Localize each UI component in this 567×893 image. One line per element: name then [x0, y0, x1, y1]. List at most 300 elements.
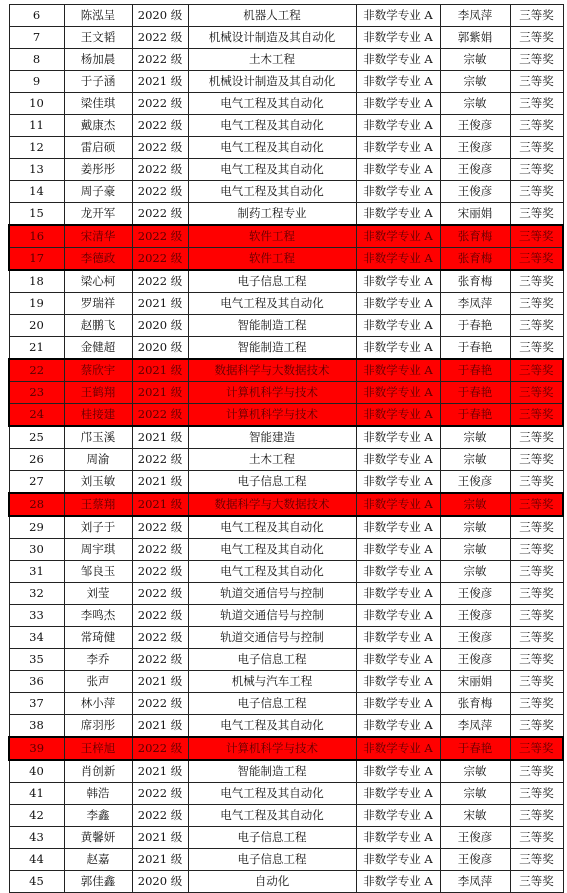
student-name-cell: 王鹤翔: [64, 382, 132, 404]
grade-cell: 2022 级: [132, 115, 188, 137]
student-name-cell: 梁心柯: [64, 270, 132, 293]
grade-cell: 2021 级: [132, 760, 188, 783]
row-number-cell: 31: [9, 561, 64, 583]
major-cell: 智能制造工程: [188, 337, 356, 360]
major-cell: 轨道交通信号与控制: [188, 605, 356, 627]
table-row: [9, 137, 563, 159]
row-number-cell: 10: [9, 93, 64, 115]
major-cell: 数据科学与大数据技术: [188, 493, 356, 516]
grade-cell: 2020 级: [132, 337, 188, 360]
grade-cell: 2022 级: [132, 605, 188, 627]
grade-cell: 2022 级: [132, 49, 188, 71]
advisor-cell: 宗敏: [440, 71, 510, 93]
award-cell: 三等奖: [510, 93, 563, 115]
award-cell: 三等奖: [510, 605, 563, 627]
student-name-cell: 刘玉敏: [64, 471, 132, 494]
major-cell: 电气工程及其自动化: [188, 137, 356, 159]
category-cell: 非数学专业 A: [356, 71, 440, 93]
row-number-cell: 32: [9, 583, 64, 605]
award-cell: 三等奖: [510, 115, 563, 137]
student-name-cell: 王梓旭: [64, 737, 132, 760]
student-name-cell: 郭佳鑫: [64, 871, 132, 893]
advisor-cell: 于春艳: [440, 315, 510, 337]
advisor-cell: 宗敏: [440, 516, 510, 539]
row-number-cell: 19: [9, 293, 64, 315]
row-number-cell: 7: [9, 27, 64, 49]
award-cell: 三等奖: [510, 693, 563, 715]
grade-cell: 2022 级: [132, 561, 188, 583]
advisor-cell: 李凤萍: [440, 293, 510, 315]
category-cell: 非数学专业 A: [356, 627, 440, 649]
major-cell: 制药工程专业: [188, 203, 356, 226]
grade-cell: 2022 级: [132, 248, 188, 271]
category-cell: 非数学专业 A: [356, 5, 440, 27]
major-cell: 电气工程及其自动化: [188, 805, 356, 827]
advisor-cell: 王俊彦: [440, 115, 510, 137]
advisor-cell: 王俊彦: [440, 827, 510, 849]
grade-cell: 2022 级: [132, 27, 188, 49]
student-name-cell: 常琦健: [64, 627, 132, 649]
row-number-cell: 16: [9, 225, 64, 248]
student-name-cell: 周子豪: [64, 181, 132, 203]
category-cell: 非数学专业 A: [356, 783, 440, 805]
award-cell: 三等奖: [510, 181, 563, 203]
student-name-cell: 李鑫: [64, 805, 132, 827]
student-name-cell: 周渝: [64, 449, 132, 471]
student-name-cell: 蔡欣宇: [64, 359, 132, 382]
advisor-cell: 宗敏: [440, 539, 510, 561]
advisor-cell: 宋丽娟: [440, 203, 510, 226]
major-cell: 机械设计制造及其自动化: [188, 27, 356, 49]
advisor-cell: 宗敏: [440, 493, 510, 516]
major-cell: 电气工程及其自动化: [188, 516, 356, 539]
table-row: [9, 760, 563, 783]
major-cell: 土木工程: [188, 49, 356, 71]
category-cell: 非数学专业 A: [356, 605, 440, 627]
student-name-cell: 刘莹: [64, 583, 132, 605]
major-cell: 电气工程及其自动化: [188, 115, 356, 137]
category-cell: 非数学专业 A: [356, 737, 440, 760]
table-row: [9, 539, 563, 561]
major-cell: 电子信息工程: [188, 270, 356, 293]
advisor-cell: 张育梅: [440, 225, 510, 248]
table-row: [9, 516, 563, 539]
category-cell: 非数学专业 A: [356, 181, 440, 203]
award-cell: 三等奖: [510, 783, 563, 805]
row-number-cell: 29: [9, 516, 64, 539]
row-number-cell: 41: [9, 783, 64, 805]
grade-cell: 2022 级: [132, 737, 188, 760]
grade-cell: 2022 级: [132, 137, 188, 159]
grade-cell: 2022 级: [132, 93, 188, 115]
row-number-cell: 43: [9, 827, 64, 849]
category-cell: 非数学专业 A: [356, 827, 440, 849]
student-name-cell: 席羽彤: [64, 715, 132, 738]
student-name-cell: 姜彤彤: [64, 159, 132, 181]
student-name-cell: 于子涵: [64, 71, 132, 93]
major-cell: 智能建造: [188, 426, 356, 449]
category-cell: 非数学专业 A: [356, 715, 440, 738]
table-row: [9, 693, 563, 715]
award-cell: 三等奖: [510, 203, 563, 226]
advisor-cell: 郭紫娟: [440, 27, 510, 49]
row-number-cell: 26: [9, 449, 64, 471]
student-name-cell: 李鸣杰: [64, 605, 132, 627]
advisor-cell: 王俊彦: [440, 627, 510, 649]
award-table-body: [9, 5, 563, 893]
major-cell: 电子信息工程: [188, 827, 356, 849]
student-name-cell: 韩浩: [64, 783, 132, 805]
table-row: [9, 627, 563, 649]
advisor-cell: 宗敏: [440, 760, 510, 783]
table-row: [9, 426, 563, 449]
advisor-cell: 王俊彦: [440, 649, 510, 671]
award-cell: 三等奖: [510, 737, 563, 760]
award-cell: 三等奖: [510, 315, 563, 337]
major-cell: 轨道交通信号与控制: [188, 583, 356, 605]
grade-cell: 2020 级: [132, 315, 188, 337]
category-cell: 非数学专业 A: [356, 493, 440, 516]
category-cell: 非数学专业 A: [356, 115, 440, 137]
award-cell: 三等奖: [510, 539, 563, 561]
major-cell: 电子信息工程: [188, 471, 356, 494]
student-name-cell: 李德政: [64, 248, 132, 271]
category-cell: 非数学专业 A: [356, 583, 440, 605]
student-name-cell: 李乔: [64, 649, 132, 671]
major-cell: 数据科学与大数据技术: [188, 359, 356, 382]
major-cell: 智能制造工程: [188, 315, 356, 337]
student-name-cell: 黄馨妍: [64, 827, 132, 849]
row-number-cell: 35: [9, 649, 64, 671]
major-cell: 计算机科学与技术: [188, 404, 356, 427]
major-cell: 电气工程及其自动化: [188, 181, 356, 203]
student-name-cell: 邹良玉: [64, 561, 132, 583]
award-cell: 三等奖: [510, 760, 563, 783]
award-cell: 三等奖: [510, 404, 563, 427]
table-row: [9, 827, 563, 849]
grade-cell: 2022 级: [132, 805, 188, 827]
student-name-cell: 邝玉溪: [64, 426, 132, 449]
table-row: [9, 203, 563, 226]
grade-cell: 2021 级: [132, 827, 188, 849]
category-cell: 非数学专业 A: [356, 293, 440, 315]
advisor-cell: 王俊彦: [440, 849, 510, 871]
grade-cell: 2021 级: [132, 471, 188, 494]
award-cell: 三等奖: [510, 871, 563, 893]
category-cell: 非数学专业 A: [356, 270, 440, 293]
major-cell: 计算机科学与技术: [188, 737, 356, 760]
category-cell: 非数学专业 A: [356, 137, 440, 159]
table-row-highlighted: [9, 248, 563, 271]
grade-cell: 2021 级: [132, 671, 188, 693]
major-cell: 自动化: [188, 871, 356, 893]
major-cell: 电子信息工程: [188, 693, 356, 715]
student-name-cell: 雷启硕: [64, 137, 132, 159]
award-cell: 三等奖: [510, 359, 563, 382]
award-cell: 三等奖: [510, 337, 563, 360]
category-cell: 非数学专业 A: [356, 693, 440, 715]
category-cell: 非数学专业 A: [356, 159, 440, 181]
grade-cell: 2022 级: [132, 649, 188, 671]
row-number-cell: 18: [9, 270, 64, 293]
row-number-cell: 38: [9, 715, 64, 738]
award-cell: 三等奖: [510, 71, 563, 93]
major-cell: 电气工程及其自动化: [188, 561, 356, 583]
student-name-cell: 宋清华: [64, 225, 132, 248]
table-row: [9, 715, 563, 738]
table-row: [9, 649, 563, 671]
category-cell: 非数学专业 A: [356, 404, 440, 427]
row-number-cell: 17: [9, 248, 64, 271]
row-number-cell: 22: [9, 359, 64, 382]
advisor-cell: 李凤萍: [440, 871, 510, 893]
table-row: [9, 783, 563, 805]
award-cell: 三等奖: [510, 225, 563, 248]
award-cell: 三等奖: [510, 805, 563, 827]
advisor-cell: 李凤萍: [440, 5, 510, 27]
student-name-cell: 张声: [64, 671, 132, 693]
advisor-cell: 王俊彦: [440, 137, 510, 159]
award-cell: 三等奖: [510, 159, 563, 181]
grade-cell: 2021 级: [132, 849, 188, 871]
grade-cell: 2020 级: [132, 871, 188, 893]
grade-cell: 2020 级: [132, 5, 188, 27]
award-cell: 三等奖: [510, 293, 563, 315]
award-cell: 三等奖: [510, 27, 563, 49]
advisor-cell: 于春艳: [440, 359, 510, 382]
row-number-cell: 30: [9, 539, 64, 561]
student-name-cell: 桂接建: [64, 404, 132, 427]
award-cell: 三等奖: [510, 561, 563, 583]
award-cell: 三等奖: [510, 426, 563, 449]
category-cell: 非数学专业 A: [356, 871, 440, 893]
row-number-cell: 34: [9, 627, 64, 649]
major-cell: 机械设计制造及其自动化: [188, 71, 356, 93]
table-row: [9, 337, 563, 360]
advisor-cell: 宋敏: [440, 805, 510, 827]
student-name-cell: 王蔡翔: [64, 493, 132, 516]
major-cell: 电子信息工程: [188, 649, 356, 671]
advisor-cell: 宗敏: [440, 449, 510, 471]
category-cell: 非数学专业 A: [356, 671, 440, 693]
award-cell: 三等奖: [510, 583, 563, 605]
table-row: [9, 605, 563, 627]
advisor-cell: 王俊彦: [440, 181, 510, 203]
grade-cell: 2022 级: [132, 539, 188, 561]
grade-cell: 2021 级: [132, 493, 188, 516]
grade-cell: 2022 级: [132, 449, 188, 471]
award-cell: 三等奖: [510, 671, 563, 693]
student-name-cell: 周宇琪: [64, 539, 132, 561]
table-row-highlighted: [9, 737, 563, 760]
table-row: [9, 270, 563, 293]
award-cell: 三等奖: [510, 827, 563, 849]
student-name-cell: 王文韬: [64, 27, 132, 49]
category-cell: 非数学专业 A: [356, 248, 440, 271]
category-cell: 非数学专业 A: [356, 426, 440, 449]
advisor-cell: 张育梅: [440, 248, 510, 271]
major-cell: 电气工程及其自动化: [188, 159, 356, 181]
table-row: [9, 805, 563, 827]
category-cell: 非数学专业 A: [356, 225, 440, 248]
major-cell: 计算机科学与技术: [188, 382, 356, 404]
table-row-highlighted: [9, 225, 563, 248]
student-name-cell: 罗瑞祥: [64, 293, 132, 315]
row-number-cell: 33: [9, 605, 64, 627]
award-cell: 三等奖: [510, 49, 563, 71]
student-name-cell: 刘子于: [64, 516, 132, 539]
student-name-cell: 梁佳琪: [64, 93, 132, 115]
major-cell: 软件工程: [188, 225, 356, 248]
row-number-cell: 39: [9, 737, 64, 760]
advisor-cell: 宗敏: [440, 783, 510, 805]
row-number-cell: 23: [9, 382, 64, 404]
table-row: [9, 471, 563, 494]
major-cell: 机器人工程: [188, 5, 356, 27]
award-cell: 三等奖: [510, 649, 563, 671]
award-cell: 三等奖: [510, 849, 563, 871]
grade-cell: 2022 级: [132, 203, 188, 226]
advisor-cell: 于春艳: [440, 337, 510, 360]
row-number-cell: 11: [9, 115, 64, 137]
major-cell: 土木工程: [188, 449, 356, 471]
row-number-cell: 13: [9, 159, 64, 181]
advisor-cell: 宋丽娟: [440, 671, 510, 693]
major-cell: 机械与汽车工程: [188, 671, 356, 693]
table-row-highlighted: [9, 359, 563, 382]
advisor-cell: 于春艳: [440, 382, 510, 404]
grade-cell: 2022 级: [132, 516, 188, 539]
award-cell: 三等奖: [510, 715, 563, 738]
row-number-cell: 42: [9, 805, 64, 827]
table-row: [9, 49, 563, 71]
table-row: [9, 93, 563, 115]
category-cell: 非数学专业 A: [356, 337, 440, 360]
grade-cell: 2022 级: [132, 627, 188, 649]
table-row: [9, 27, 563, 49]
row-number-cell: 12: [9, 137, 64, 159]
advisor-cell: 张育梅: [440, 693, 510, 715]
category-cell: 非数学专业 A: [356, 359, 440, 382]
category-cell: 非数学专业 A: [356, 760, 440, 783]
row-number-cell: 44: [9, 849, 64, 871]
table-row: [9, 561, 563, 583]
table-row: [9, 5, 563, 27]
table-row-highlighted: [9, 404, 563, 427]
category-cell: 非数学专业 A: [356, 315, 440, 337]
table-row: [9, 871, 563, 893]
grade-cell: 2021 级: [132, 382, 188, 404]
advisor-cell: 李凤萍: [440, 715, 510, 738]
grade-cell: 2022 级: [132, 159, 188, 181]
grade-cell: 2021 级: [132, 426, 188, 449]
award-cell: 三等奖: [510, 248, 563, 271]
major-cell: 软件工程: [188, 248, 356, 271]
table-row: [9, 449, 563, 471]
award-cell: 三等奖: [510, 516, 563, 539]
grade-cell: 2022 级: [132, 225, 188, 248]
row-number-cell: 37: [9, 693, 64, 715]
grade-cell: 2021 级: [132, 359, 188, 382]
table-row: [9, 671, 563, 693]
grade-cell: 2022 级: [132, 181, 188, 203]
category-cell: 非数学专业 A: [356, 203, 440, 226]
row-number-cell: 20: [9, 315, 64, 337]
row-number-cell: 24: [9, 404, 64, 427]
grade-cell: 2022 级: [132, 783, 188, 805]
category-cell: 非数学专业 A: [356, 449, 440, 471]
grade-cell: 2021 级: [132, 293, 188, 315]
table-row-highlighted: [9, 382, 563, 404]
major-cell: 电气工程及其自动化: [188, 539, 356, 561]
row-number-cell: 14: [9, 181, 64, 203]
category-cell: 非数学专业 A: [356, 93, 440, 115]
advisor-cell: 于春艳: [440, 737, 510, 760]
student-name-cell: 金健超: [64, 337, 132, 360]
major-cell: 电气工程及其自动化: [188, 783, 356, 805]
advisor-cell: 宗敏: [440, 49, 510, 71]
row-number-cell: 40: [9, 760, 64, 783]
row-number-cell: 21: [9, 337, 64, 360]
award-cell: 三等奖: [510, 471, 563, 494]
student-name-cell: 陈泓呈: [64, 5, 132, 27]
major-cell: 电气工程及其自动化: [188, 293, 356, 315]
award-cell: 三等奖: [510, 627, 563, 649]
row-number-cell: 9: [9, 71, 64, 93]
student-name-cell: 林小萍: [64, 693, 132, 715]
category-cell: 非数学专业 A: [356, 382, 440, 404]
award-cell: 三等奖: [510, 493, 563, 516]
advisor-cell: 宗敏: [440, 426, 510, 449]
table-row: [9, 315, 563, 337]
table-row: [9, 583, 563, 605]
student-name-cell: 赵嘉: [64, 849, 132, 871]
student-name-cell: 肖创新: [64, 760, 132, 783]
grade-cell: 2021 级: [132, 71, 188, 93]
award-cell: 三等奖: [510, 382, 563, 404]
category-cell: 非数学专业 A: [356, 27, 440, 49]
award-cell: 三等奖: [510, 137, 563, 159]
advisor-cell: 王俊彦: [440, 159, 510, 181]
table-row: [9, 71, 563, 93]
row-number-cell: 6: [9, 5, 64, 27]
row-number-cell: 8: [9, 49, 64, 71]
grade-cell: 2022 级: [132, 693, 188, 715]
table-row: [9, 115, 563, 137]
category-cell: 非数学专业 A: [356, 539, 440, 561]
student-name-cell: 龙开军: [64, 203, 132, 226]
category-cell: 非数学专业 A: [356, 649, 440, 671]
grade-cell: 2022 级: [132, 583, 188, 605]
advisor-cell: 宗敏: [440, 561, 510, 583]
category-cell: 非数学专业 A: [356, 516, 440, 539]
award-cell: 三等奖: [510, 270, 563, 293]
advisor-cell: 王俊彦: [440, 471, 510, 494]
major-cell: 电子信息工程: [188, 849, 356, 871]
advisor-cell: 于春艳: [440, 404, 510, 427]
table-row: [9, 159, 563, 181]
category-cell: 非数学专业 A: [356, 849, 440, 871]
award-cell: 三等奖: [510, 5, 563, 27]
table-row: [9, 181, 563, 203]
major-cell: 智能制造工程: [188, 760, 356, 783]
grade-cell: 2021 级: [132, 715, 188, 738]
row-number-cell: 25: [9, 426, 64, 449]
advisor-cell: 王俊彦: [440, 583, 510, 605]
category-cell: 非数学专业 A: [356, 49, 440, 71]
row-number-cell: 28: [9, 493, 64, 516]
award-cell: 三等奖: [510, 449, 563, 471]
